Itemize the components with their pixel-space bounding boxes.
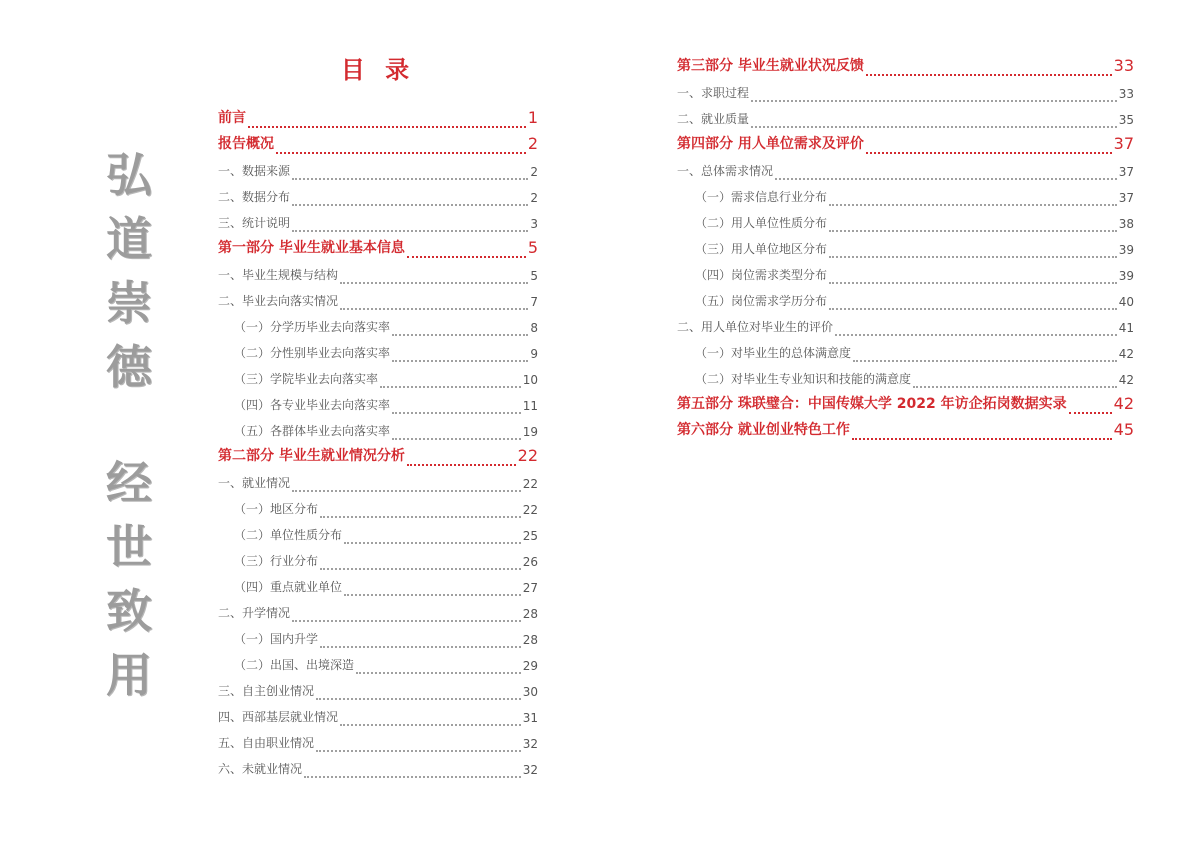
toc-entry-page: 25 xyxy=(522,529,538,543)
toc-entry[interactable] xyxy=(218,492,538,518)
toc-entry[interactable] xyxy=(218,700,538,726)
toc-entry-label: 四、西部基层就业情况 xyxy=(218,710,339,724)
toc-entry-page: 8 xyxy=(530,321,538,335)
toc-entry-page: 7 xyxy=(530,295,538,309)
dot-leader xyxy=(248,122,526,128)
dot-leader xyxy=(276,148,526,154)
dot-leader xyxy=(853,356,1117,362)
toc-entry-label: 五、自由职业情况 xyxy=(218,736,315,750)
toc-entry[interactable] xyxy=(677,284,1134,310)
toc-entry-page: 33 xyxy=(1118,87,1134,101)
toc-entry-page: 22 xyxy=(517,446,538,465)
dot-leader xyxy=(292,226,528,232)
toc-entry[interactable] xyxy=(677,362,1134,388)
motto-line-1 xyxy=(100,143,158,399)
toc-entry-label: 第一部分 毕业生就业基本信息 xyxy=(218,240,405,256)
toc-entry[interactable] xyxy=(677,414,1134,440)
dot-leader xyxy=(340,720,521,726)
toc-entry-page: 22 xyxy=(522,503,538,517)
toc-entry[interactable] xyxy=(218,440,538,466)
toc-entry-page: 2 xyxy=(530,165,538,179)
toc-entry-label: （二）分性别毕业去向落实率 xyxy=(234,346,391,360)
toc-entry[interactable] xyxy=(677,50,1134,76)
toc-entry[interactable] xyxy=(218,570,538,596)
toc-entry[interactable] xyxy=(218,284,538,310)
dot-leader xyxy=(866,70,1112,76)
toc-entry-page: 39 xyxy=(1118,269,1134,283)
toc-entry-label: （二）单位性质分布 xyxy=(234,528,343,542)
toc-entry-label: （四）重点就业单位 xyxy=(234,580,343,594)
toc-entry[interactable] xyxy=(218,466,538,492)
toc-entry[interactable] xyxy=(218,258,538,284)
toc-entry[interactable] xyxy=(218,310,538,336)
toc-entry-page: 35 xyxy=(1118,113,1134,127)
toc-entry[interactable] xyxy=(218,128,538,154)
toc-entry-page: 11 xyxy=(522,399,538,413)
toc-entry[interactable] xyxy=(677,388,1134,414)
toc-entry-label: 第四部分 用人单位需求及评价 xyxy=(677,136,864,152)
toc-entry[interactable] xyxy=(218,596,538,622)
toc-entry-page: 3 xyxy=(530,217,538,231)
dot-leader xyxy=(1069,408,1112,414)
toc-entry[interactable] xyxy=(218,518,538,544)
toc-entry-label: 二、就业质量 xyxy=(677,112,750,126)
toc-entry[interactable] xyxy=(218,388,538,414)
toc-entry-label: （三）行业分布 xyxy=(234,554,319,568)
dot-leader xyxy=(829,304,1117,310)
toc-entry-page: 22 xyxy=(522,477,538,491)
dot-leader xyxy=(344,538,521,544)
toc-entry[interactable] xyxy=(218,648,538,674)
toc-entry-label: （一）分学历毕业去向落实率 xyxy=(234,320,391,334)
toc-entry[interactable] xyxy=(677,76,1134,102)
toc-entry-page: 2 xyxy=(527,134,538,153)
dot-leader xyxy=(392,330,528,336)
toc-entry-page: 30 xyxy=(522,685,538,699)
toc-entry-page: 32 xyxy=(522,763,538,777)
toc-entry-page: 37 xyxy=(1113,134,1134,153)
dot-leader xyxy=(407,460,516,466)
dot-leader xyxy=(392,434,521,440)
toc-entry[interactable] xyxy=(218,232,538,258)
toc-entry-label: （三）用人单位地区分布 xyxy=(695,242,828,256)
dot-leader xyxy=(835,330,1117,336)
dot-leader xyxy=(316,746,521,752)
toc-entry-page: 38 xyxy=(1118,217,1134,231)
toc-entry-page: 37 xyxy=(1118,191,1134,205)
dot-leader xyxy=(320,564,521,570)
toc-entry-label: （一）对毕业生的总体满意度 xyxy=(695,346,852,360)
toc-entry[interactable] xyxy=(218,362,538,388)
toc-entry-page: 42 xyxy=(1113,394,1134,413)
toc-entry[interactable] xyxy=(677,180,1134,206)
dot-leader xyxy=(356,668,521,674)
motto-char: 经 xyxy=(106,456,152,510)
toc-entry-label: （四）各专业毕业去向落实率 xyxy=(234,398,391,412)
toc-entry[interactable] xyxy=(218,752,538,778)
dot-leader xyxy=(320,642,521,648)
toc-entry[interactable] xyxy=(677,154,1134,180)
toc-entry-label: 第二部分 毕业生就业情况分析 xyxy=(218,448,405,464)
toc-entry-label: （一）需求信息行业分布 xyxy=(695,190,828,204)
toc-entry-page: 9 xyxy=(530,347,538,361)
toc-entry-label: 三、自主创业情况 xyxy=(218,684,315,698)
dot-leader xyxy=(751,96,1117,102)
toc-entry[interactable] xyxy=(218,154,538,180)
toc-entry[interactable] xyxy=(677,310,1134,336)
toc-entry-label: 第五部分 珠联璧合：中国传媒大学 2022 年访企拓岗数据实录 xyxy=(677,396,1067,412)
dot-leader xyxy=(775,174,1117,180)
toc-entry[interactable] xyxy=(677,206,1134,232)
motto-char: 崇 xyxy=(106,276,152,330)
toc-entry-page: 39 xyxy=(1118,243,1134,257)
toc-entry-page: 1 xyxy=(527,108,538,127)
toc-entry-page: 29 xyxy=(522,659,538,673)
toc-entry-label: （三）学院毕业去向落实率 xyxy=(234,372,379,386)
toc-entry-label: 二、升学情况 xyxy=(218,606,291,620)
toc-entry[interactable] xyxy=(218,414,538,440)
toc-entry-label: 二、毕业去向落实情况 xyxy=(218,294,339,308)
motto-char: 德 xyxy=(106,340,152,394)
toc-entry-label: 六、未就业情况 xyxy=(218,762,303,776)
toc-entry[interactable] xyxy=(677,336,1134,362)
toc-entry-label: 三、统计说明 xyxy=(218,216,291,230)
toc-entry-page: 41 xyxy=(1118,321,1134,335)
toc-entry-page: 32 xyxy=(522,737,538,751)
toc-entry-label: （一）地区分布 xyxy=(234,502,319,516)
toc-entry-label: 前言 xyxy=(218,110,246,126)
toc-entry-page: 26 xyxy=(522,555,538,569)
toc-right-column xyxy=(677,50,1134,440)
motto-char: 用 xyxy=(106,648,152,702)
motto-char: 致 xyxy=(106,584,152,638)
toc-entry-page: 28 xyxy=(522,633,538,647)
dot-leader xyxy=(392,408,521,414)
dot-leader xyxy=(751,122,1117,128)
page-title: 目 录 xyxy=(340,56,416,84)
motto-char: 道 xyxy=(106,212,152,266)
dot-leader xyxy=(829,200,1117,206)
motto-line-2 xyxy=(100,451,158,707)
dot-leader xyxy=(829,226,1117,232)
dot-leader xyxy=(852,434,1112,440)
toc-entry-label: （五）各群体毕业去向落实率 xyxy=(234,424,391,438)
dot-leader xyxy=(340,304,528,310)
toc-entry-label: 一、就业情况 xyxy=(218,476,291,490)
toc-entry-label: 一、数据来源 xyxy=(218,164,291,178)
toc-entry[interactable] xyxy=(218,544,538,570)
toc-entry-label: 报告概况 xyxy=(218,136,274,152)
toc-entry-label: （二）对毕业生专业知识和技能的满意度 xyxy=(695,372,912,386)
dot-leader xyxy=(344,590,521,596)
toc-entry-label: （二）出国、出境深造 xyxy=(234,658,355,672)
toc-entry-page: 5 xyxy=(530,269,538,283)
toc-entry-label: 第六部分 就业创业特色工作 xyxy=(677,422,850,438)
motto-char: 弘 xyxy=(106,148,152,202)
toc-entry-label: 一、毕业生规模与结构 xyxy=(218,268,339,282)
toc-entry[interactable] xyxy=(218,102,538,128)
dot-leader xyxy=(340,278,528,284)
dot-leader xyxy=(380,382,521,388)
toc-entry-label: 一、总体需求情况 xyxy=(677,164,774,178)
dot-leader xyxy=(304,772,521,778)
toc-entry-page: 42 xyxy=(1118,347,1134,361)
toc-entry-page: 5 xyxy=(527,238,538,257)
motto-char: 世 xyxy=(106,520,152,574)
toc-entry[interactable] xyxy=(677,128,1134,154)
toc-entry[interactable] xyxy=(218,180,538,206)
dot-leader xyxy=(407,252,526,258)
dot-leader xyxy=(829,252,1117,258)
toc-entry-label: 第三部分 毕业生就业状况反馈 xyxy=(677,58,864,74)
toc-entry-page: 40 xyxy=(1118,295,1134,309)
toc-entry-page: 28 xyxy=(522,607,538,621)
toc-entry[interactable] xyxy=(218,726,538,752)
dot-leader xyxy=(292,486,521,492)
toc-entry[interactable] xyxy=(218,336,538,362)
toc-entry-label: （二）用人单位性质分布 xyxy=(695,216,828,230)
toc-entry-page: 10 xyxy=(522,373,538,387)
dot-leader xyxy=(913,382,1117,388)
toc-entry-label: （五）岗位需求学历分布 xyxy=(695,294,828,308)
toc-entry-label: 一、求职过程 xyxy=(677,86,750,100)
toc-entry[interactable] xyxy=(677,102,1134,128)
toc-entry-label: （一）国内升学 xyxy=(234,632,319,646)
toc-entry-label: （四）岗位需求类型分布 xyxy=(695,268,828,282)
toc-entry-page: 19 xyxy=(522,425,538,439)
toc-entry-page: 37 xyxy=(1118,165,1134,179)
dot-leader xyxy=(829,278,1117,284)
toc-entry[interactable] xyxy=(218,674,538,700)
dot-leader xyxy=(866,148,1112,154)
toc-entry-page: 27 xyxy=(522,581,538,595)
toc-entry[interactable] xyxy=(677,232,1134,258)
dot-leader xyxy=(292,174,528,180)
toc-entry[interactable] xyxy=(677,258,1134,284)
toc-entry[interactable] xyxy=(218,206,538,232)
dot-leader xyxy=(292,200,528,206)
toc-entry[interactable] xyxy=(218,622,538,648)
dot-leader xyxy=(392,356,528,362)
toc-entry-label: 二、用人单位对毕业生的评价 xyxy=(677,320,834,334)
dot-leader xyxy=(320,512,521,518)
toc-left-column xyxy=(218,102,538,778)
toc-entry-page: 45 xyxy=(1113,420,1134,439)
dot-leader xyxy=(316,694,521,700)
toc-entry-page: 33 xyxy=(1113,56,1134,75)
toc-entry-page: 31 xyxy=(522,711,538,725)
toc-entry-page: 2 xyxy=(530,191,538,205)
dot-leader xyxy=(292,616,521,622)
toc-entry-label: 二、数据分布 xyxy=(218,190,291,204)
toc-entry-page: 42 xyxy=(1118,373,1134,387)
